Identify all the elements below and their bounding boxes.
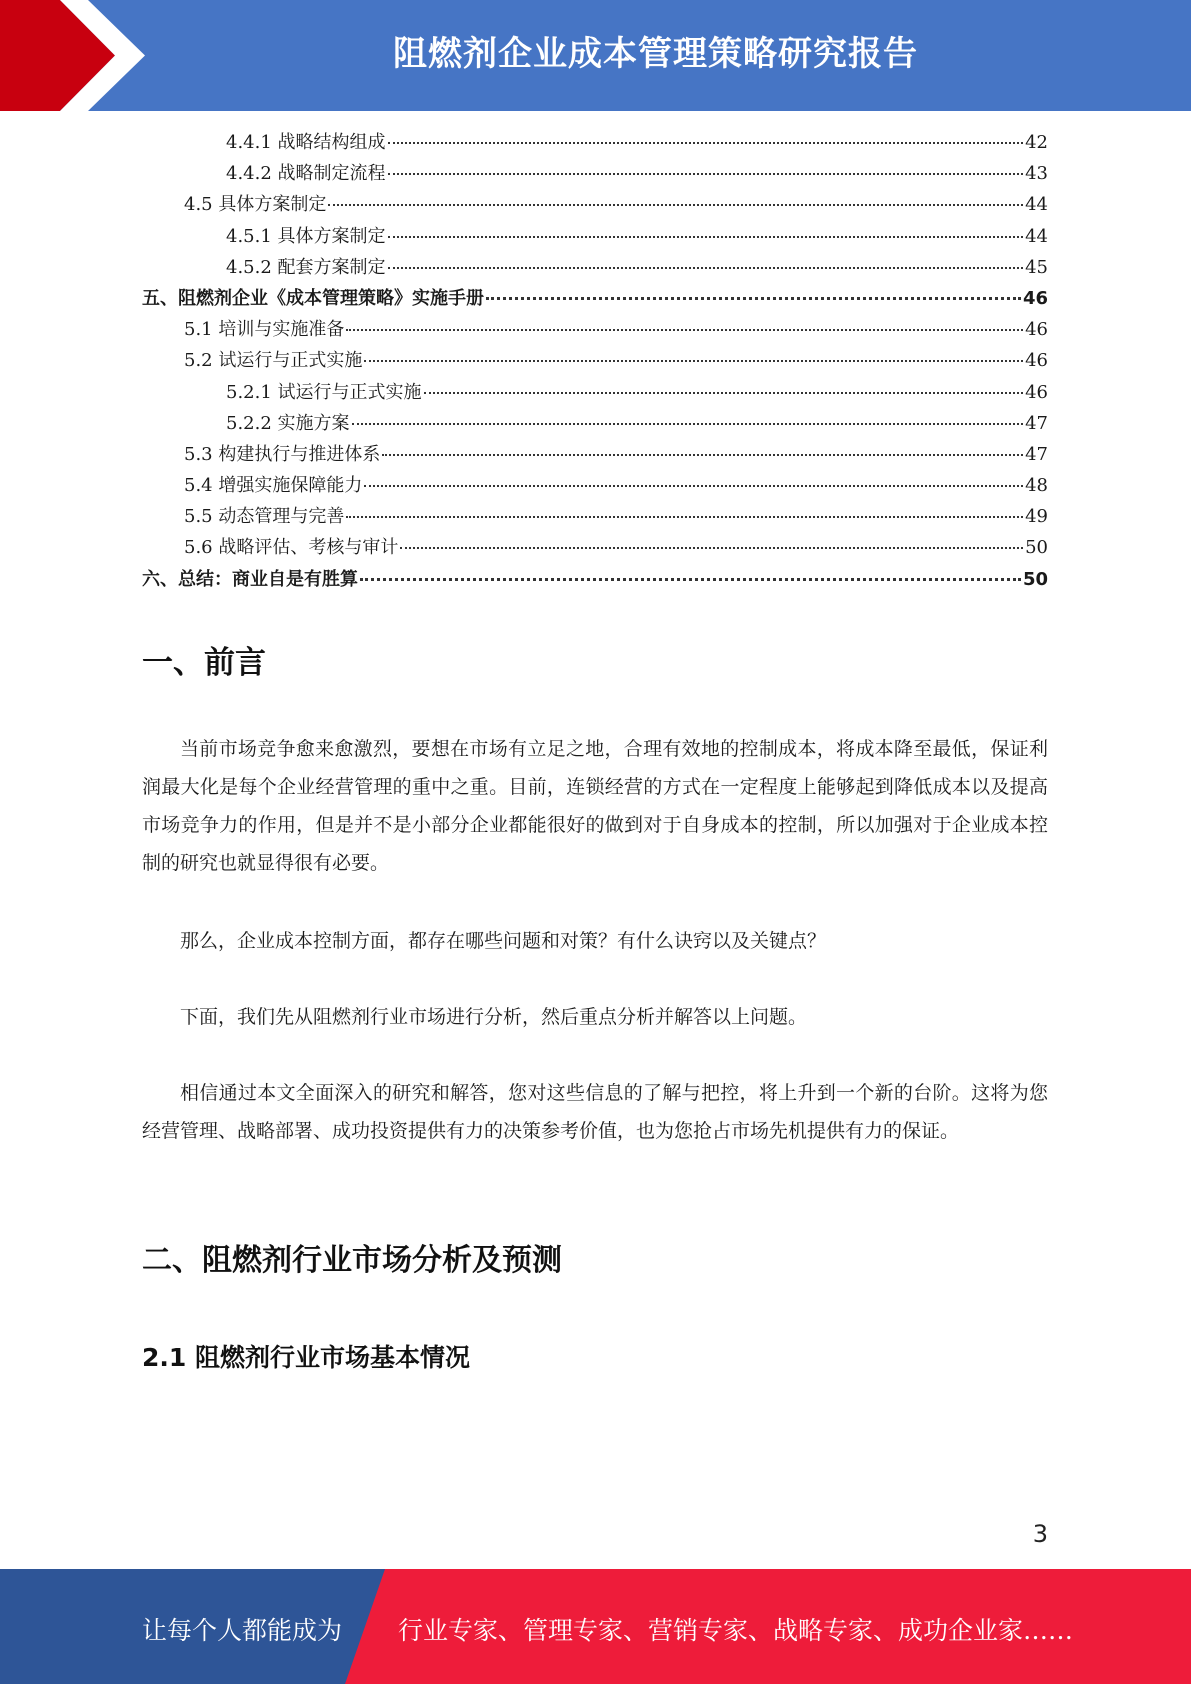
section-heading-preface: 一、前言 xyxy=(142,645,266,681)
toc-entry[interactable] xyxy=(142,409,1048,440)
toc-entry-page-number: 44 xyxy=(1025,194,1048,216)
toc-entry-page-number: 48 xyxy=(1025,475,1048,497)
toc-entry-page-number: 43 xyxy=(1025,163,1048,185)
toc-entry-title: 4.4.1 战略结构组成 xyxy=(226,132,386,153)
toc-entry[interactable] xyxy=(142,346,1048,377)
toc-entry-title: 5.2.1 试运行与正式实施 xyxy=(226,381,422,403)
toc-entry-title: 5.5 动态管理与完善 xyxy=(184,506,345,528)
header-title: 阻燃剂企业成本管理策略研究报告 xyxy=(393,34,918,74)
page-header xyxy=(0,0,1191,111)
toc-entry-page-number: 42 xyxy=(1025,132,1048,153)
toc-dot-leader xyxy=(382,454,1023,456)
toc-entry-page-number: 44 xyxy=(1025,225,1048,247)
toc-entry[interactable] xyxy=(142,222,1048,253)
toc-entry-title: 4.5.1 具体方案制定 xyxy=(226,225,386,247)
toc-dot-leader xyxy=(346,516,1023,518)
page-footer xyxy=(0,1569,1191,1684)
toc-entry[interactable] xyxy=(142,378,1048,409)
toc-entry-page-number: 50 xyxy=(1025,537,1048,559)
toc-entry-page-number: 46 xyxy=(1025,319,1048,341)
toc-entry-page-number: 46 xyxy=(1022,287,1048,309)
toc-entry-title: 5.3 构建执行与推进体系 xyxy=(184,443,381,465)
toc-entry-page-number: 46 xyxy=(1025,350,1048,372)
section-heading-market-analysis: 二、阻燃剂行业市场分析及预测 xyxy=(142,1243,562,1278)
toc-entry-page-number: 47 xyxy=(1025,443,1048,465)
subsection-heading-market-basics: 2.1 阻燃剂行业市场基本情况 xyxy=(142,1343,470,1372)
paragraph-1: 当前市场竞争愈来愈激烈，要想在市场有立足之地，合理有效地的控制成本，将成本降至最低，保证利润最大化是每个企业经营管理的重中之重。目前，连锁经营的方式在一定程度上能够起到降低成本以及提高市场竞争力的作用，但是并不是小部分企业都能很好的做到对于自身成本的控制，所以加强对于企业成本控制的研究也就显得很有必要。 xyxy=(142,738,1048,874)
toc-entry-page-number: 46 xyxy=(1025,381,1048,403)
toc-dot-leader xyxy=(388,142,1024,144)
toc-dot-leader xyxy=(364,485,1023,487)
toc-entry-title: 5.6 战略评估、考核与审计 xyxy=(184,537,399,559)
toc-entry[interactable] xyxy=(142,253,1048,284)
header-chevron-decoration xyxy=(0,0,160,111)
toc-entry-title: 4.5 具体方案制定 xyxy=(184,194,327,216)
toc-entry[interactable] xyxy=(142,315,1048,346)
toc-entry-page-number: 45 xyxy=(1025,256,1048,278)
toc-entry[interactable] xyxy=(142,440,1048,471)
toc-dot-leader xyxy=(388,173,1024,175)
toc-entry[interactable] xyxy=(142,190,1048,221)
toc-entry[interactable] xyxy=(142,533,1048,564)
toc-entry-page-number: 47 xyxy=(1025,412,1048,434)
toc-entry[interactable] xyxy=(142,284,1048,315)
toc-entry-title: 5.2.2 实施方案 xyxy=(226,412,350,434)
toc-entry[interactable] xyxy=(142,128,1048,159)
toc-entry-title: 六、总结：商业自是有胜算 xyxy=(142,568,358,590)
footer-slogan-right: 行业专家、管理专家、营销专家、战略专家、成功企业家…… xyxy=(398,1616,1074,1645)
toc-entry-title: 五、阻燃剂企业《成本管理策略》实施手册 xyxy=(142,287,484,309)
toc-dot-leader xyxy=(388,267,1024,269)
toc-entry-title: 4.4.2 战略制定流程 xyxy=(226,163,386,185)
toc-dot-leader xyxy=(360,578,1021,581)
toc-dot-leader xyxy=(346,329,1023,331)
toc-entry-title: 4.5.2 配套方案制定 xyxy=(226,256,386,278)
toc-entry-title: 5.4 增强实施保障能力 xyxy=(184,475,363,497)
toc-dot-leader xyxy=(424,392,1024,394)
toc-dot-leader xyxy=(364,360,1023,362)
toc-entry-title: 5.2 试运行与正式实施 xyxy=(184,350,363,372)
toc-entry[interactable] xyxy=(142,565,1048,596)
toc-entry[interactable] xyxy=(142,159,1048,190)
toc-entry-page-number: 50 xyxy=(1022,568,1048,590)
table-of-contents xyxy=(142,128,1048,596)
toc-dot-leader xyxy=(352,423,1024,425)
paragraph-4: 相信通过本文全面深入的研究和解答，您对这些信息的了解与把控，将上升到一个新的台阶。这将为您经营管理、战略部署、成功投资提供有力的决策参考价值，也为您抢占市场先机提供有力的保证。 xyxy=(142,1082,1048,1142)
footer-slogan-left: 让每个人都能成为 xyxy=(142,1616,343,1645)
paragraph-3: 下面，我们先从阻燃剂行业市场进行分析，然后重点分析并解答以上问题。 xyxy=(180,1006,808,1028)
toc-dot-leader xyxy=(400,547,1023,549)
toc-entry[interactable] xyxy=(142,502,1048,533)
toc-dot-leader xyxy=(388,236,1024,238)
paragraph-2: 那么，企业成本控制方面，都存在哪些问题和对策？有什么诀窍以及关键点？ xyxy=(180,930,827,952)
toc-entry[interactable] xyxy=(142,471,1048,502)
toc-entry-page-number: 49 xyxy=(1025,506,1048,528)
toc-entry-title: 5.1 培训与实施准备 xyxy=(184,319,345,341)
toc-dot-leader xyxy=(486,297,1021,300)
page-number: 3 xyxy=(1032,1520,1048,1548)
toc-dot-leader xyxy=(328,204,1023,206)
